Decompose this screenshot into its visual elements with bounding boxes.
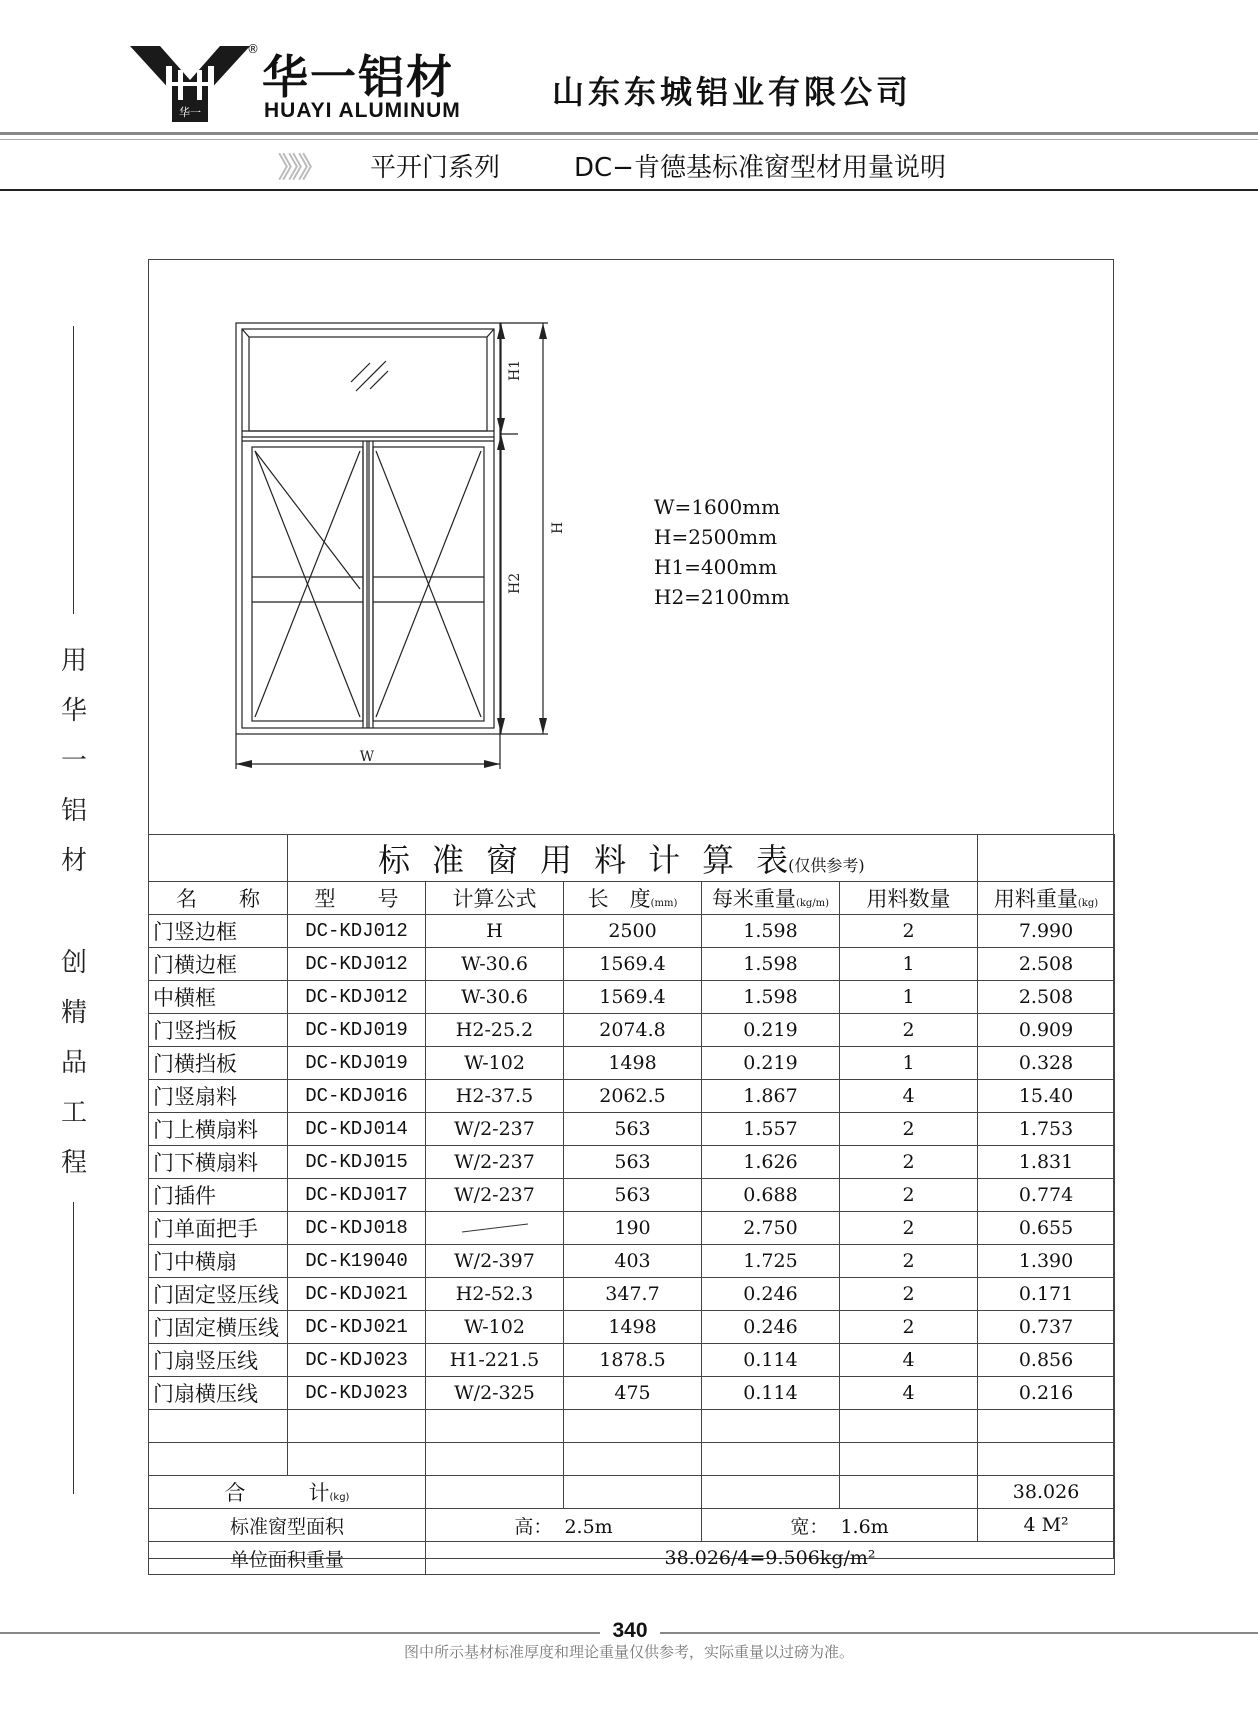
table-title-row (149, 835, 1115, 882)
cell-weight-per-m: 0.219 (702, 1047, 840, 1080)
brand-name-cn: 华一铝材 (262, 50, 454, 104)
cell-formula: W-30.6 (426, 948, 564, 981)
dim-width: W=1600mm (654, 495, 781, 519)
area-width: 宽： 1.6m (702, 1509, 978, 1542)
cell-length: 347.7 (564, 1278, 702, 1311)
cell-name: 门插件 (149, 1179, 288, 1212)
transom-panel (249, 337, 487, 431)
logo-text: 华一 (179, 106, 201, 119)
cell-name: 门下横扇料 (149, 1146, 288, 1179)
area-height: 高： 2.5m (426, 1509, 702, 1542)
huayi-logo-icon (130, 44, 250, 124)
cell-model: DC-KDJ012 (288, 981, 426, 1014)
cell-name: 门横挡板 (149, 1047, 288, 1080)
cell-name: 门竖边框 (149, 915, 288, 948)
unit-weight-value: 38.026/4=9.506kg/m² (426, 1542, 1115, 1575)
cell-weight-per-m: 1.598 (702, 948, 840, 981)
cell-model: DC-KDJ016 (288, 1080, 426, 1113)
cell-length: 1498 (564, 1311, 702, 1344)
cell-name: 中横框 (149, 981, 288, 1014)
header-length: 长 度(mm) (564, 882, 702, 915)
cell-length: 403 (564, 1245, 702, 1278)
cell-model: DC-KDJ023 (288, 1344, 426, 1377)
cell-weight-per-m: 0.114 (702, 1377, 840, 1410)
cell-name: 门竖扇料 (149, 1080, 288, 1113)
cell-weight: 2.508 (978, 948, 1115, 981)
document-title: DC−肯德基标准窗型材用量说明 (574, 153, 946, 183)
side-line (73, 326, 74, 614)
table-row (149, 948, 1115, 981)
cell-formula: H2-52.3 (426, 1278, 564, 1311)
area-label: 标准窗型面积 (149, 1509, 426, 1542)
cell-name: 门扇横压线 (149, 1377, 288, 1410)
header-name: 名 称 (149, 882, 288, 915)
cell-weight: 0.737 (978, 1311, 1115, 1344)
table-row (149, 1047, 1115, 1080)
footer-divider (0, 1632, 600, 1634)
header-divider-thin (0, 139, 1258, 140)
cell-quantity: 4 (840, 1377, 978, 1410)
cell-formula: H2-37.5 (426, 1080, 564, 1113)
cell-weight-per-m: 1.598 (702, 915, 840, 948)
cell-length: 475 (564, 1377, 702, 1410)
slogan-char: 用 (60, 646, 87, 676)
cell-quantity: 1 (840, 1047, 978, 1080)
cell-formula: W-30.6 (426, 981, 564, 1014)
side-line (73, 1202, 74, 1494)
label-h2: H2 (507, 572, 523, 594)
header-total-weight: 用料重量(kg) (978, 882, 1115, 915)
cell-weight-per-m: 0.246 (702, 1311, 840, 1344)
cell-name: 门固定横压线 (149, 1311, 288, 1344)
series-title: 平开门系列 (370, 153, 501, 183)
cell-name: 门中横扇 (149, 1245, 288, 1278)
cell-formula (426, 1212, 564, 1245)
cell-weight: 0.856 (978, 1344, 1115, 1377)
cell-weight: 15.40 (978, 1080, 1115, 1113)
cell-model: DC-KDJ015 (288, 1146, 426, 1179)
cell-length: 563 (564, 1113, 702, 1146)
cell-length: 1498 (564, 1047, 702, 1080)
cell-weight: 1.831 (978, 1146, 1115, 1179)
cell-weight: 2.508 (978, 981, 1115, 1014)
cell-model: DC-KDJ014 (288, 1113, 426, 1146)
brand-name-en: HUAYI ALUMINUM (264, 99, 461, 122)
page-number: 340 (612, 1619, 648, 1642)
table-row (149, 1278, 1115, 1311)
cell-length: 563 (564, 1146, 702, 1179)
formula-dash-line (460, 1222, 530, 1234)
dimension-list (654, 492, 790, 612)
area-row (149, 1509, 1115, 1542)
door-elevation-drawing (148, 259, 1114, 834)
cell-model: DC-KDJ012 (288, 915, 426, 948)
cell-weight-per-m: 0.688 (702, 1179, 840, 1212)
header-quantity: 用料数量 (840, 882, 978, 915)
cell-name: 门单面把手 (149, 1212, 288, 1245)
label-w: W (359, 749, 375, 765)
table-row-empty (149, 1443, 1115, 1476)
footer-divider (660, 1632, 1258, 1634)
slogan-char: 品 (60, 1048, 87, 1078)
cell-length: 563 (564, 1179, 702, 1212)
cell-formula: W-102 (426, 1311, 564, 1344)
cell-model: DC-KDJ012 (288, 948, 426, 981)
dim-h2: H2=2100mm (654, 585, 790, 609)
cell-length: 2500 (564, 915, 702, 948)
header-formula: 计算公式 (426, 882, 564, 915)
cell-formula: H (426, 915, 564, 948)
dim-height: H=2500mm (654, 525, 778, 549)
cell-length: 2062.5 (564, 1080, 702, 1113)
slogan-char: 工 (60, 1098, 87, 1128)
footnote: 图中所示基材标准厚度和理论重量仅供参考，实际重量以过磅为准。 (403, 1643, 854, 1661)
cell-formula: W/2-397 (426, 1245, 564, 1278)
company-name: 山东东城铝业有限公司 (552, 73, 913, 111)
table-header-row (149, 882, 1115, 915)
cell-formula: W/2-237 (426, 1179, 564, 1212)
table-row-empty (149, 1410, 1115, 1443)
cell-weight-per-m: 2.750 (702, 1212, 840, 1245)
table-row (149, 1311, 1115, 1344)
cell-weight-per-m: 1.626 (702, 1146, 840, 1179)
slogan-char: 程 (60, 1148, 87, 1178)
slogan-char: 铝 (60, 796, 87, 826)
title-divider (0, 189, 1258, 191)
cell-weight-per-m: 1.725 (702, 1245, 840, 1278)
cell-name: 门横边框 (149, 948, 288, 981)
cell-weight-per-m: 0.246 (702, 1278, 840, 1311)
table-row (149, 1146, 1115, 1179)
cell-weight-per-m: 1.598 (702, 981, 840, 1014)
cell-quantity: 2 (840, 1113, 978, 1146)
table-title: 标准窗用料计算表(仅供参考) (288, 835, 978, 882)
cell-length: 1569.4 (564, 948, 702, 981)
cell-length: 2074.8 (564, 1014, 702, 1047)
table-row (149, 1245, 1115, 1278)
slogan-char: 精 (60, 998, 87, 1028)
cell-name: 门扇竖压线 (149, 1344, 288, 1377)
cell-quantity: 2 (840, 1146, 978, 1179)
cell-quantity: 2 (840, 915, 978, 948)
material-calc-table (148, 834, 1115, 1575)
cell-model: DC-KDJ018 (288, 1212, 426, 1245)
slogan-char: 创 (60, 948, 87, 978)
table-row (149, 1014, 1115, 1047)
cell-quantity: 4 (840, 1080, 978, 1113)
cell-formula: W/2-237 (426, 1113, 564, 1146)
total-label: 合 计(kg) (149, 1476, 426, 1509)
table-row (149, 915, 1115, 948)
cell-model: DC-K19040 (288, 1245, 426, 1278)
cell-weight: 0.909 (978, 1014, 1115, 1047)
cell-weight: 0.171 (978, 1278, 1115, 1311)
cell-quantity: 2 (840, 1014, 978, 1047)
cell-formula: H1-221.5 (426, 1344, 564, 1377)
cell-length: 190 (564, 1212, 702, 1245)
cell-quantity: 2 (840, 1245, 978, 1278)
header-weight-per-m: 每米重量(kg/m) (702, 882, 840, 915)
label-h: H (550, 521, 566, 534)
cell-weight-per-m: 0.219 (702, 1014, 840, 1047)
cell-model: DC-KDJ023 (288, 1377, 426, 1410)
cell-weight: 0.655 (978, 1212, 1115, 1245)
side-slogan (55, 636, 93, 1188)
header-divider (0, 132, 1258, 135)
cell-weight: 1.390 (978, 1245, 1115, 1278)
cell-model: DC-KDJ019 (288, 1014, 426, 1047)
cell-quantity: 2 (840, 1179, 978, 1212)
cell-quantity: 1 (840, 948, 978, 981)
cell-model: DC-KDJ021 (288, 1311, 426, 1344)
cell-formula: H2-25.2 (426, 1014, 564, 1047)
cell-model: DC-KDJ021 (288, 1278, 426, 1311)
cell-quantity: 2 (840, 1311, 978, 1344)
cell-quantity: 1 (840, 981, 978, 1014)
total-row (149, 1476, 1115, 1509)
cell-quantity: 2 (840, 1212, 978, 1245)
table-row (149, 1080, 1115, 1113)
cell-weight: 0.328 (978, 1047, 1115, 1080)
cell-weight: 0.216 (978, 1377, 1115, 1410)
cell-weight-per-m: 0.114 (702, 1344, 840, 1377)
cell-formula: W-102 (426, 1047, 564, 1080)
table-row (149, 1113, 1115, 1146)
header-model: 型 号 (288, 882, 426, 915)
cell-quantity: 2 (840, 1278, 978, 1311)
cell-weight-per-m: 1.867 (702, 1080, 840, 1113)
cell-name: 门竖挡板 (149, 1014, 288, 1047)
area-value: 4 M² (978, 1509, 1115, 1542)
table-row (149, 981, 1115, 1014)
table-row (149, 1212, 1115, 1245)
unit-weight-row (149, 1542, 1115, 1575)
table-row (149, 1179, 1115, 1212)
outer-frame (236, 323, 500, 734)
registered-mark: ® (247, 42, 259, 56)
unit-weight-label: 单位面积重量 (149, 1542, 426, 1575)
cell-model: DC-KDJ019 (288, 1047, 426, 1080)
slogan-char: 材 (60, 846, 87, 876)
cell-length: 1878.5 (564, 1344, 702, 1377)
cell-length: 1569.4 (564, 981, 702, 1014)
total-value: 38.026 (978, 1476, 1115, 1509)
cell-name: 门固定竖压线 (149, 1278, 288, 1311)
cell-quantity: 4 (840, 1344, 978, 1377)
slogan-char: 华 (60, 696, 87, 726)
cell-formula: W/2-325 (426, 1377, 564, 1410)
cell-weight: 7.990 (978, 915, 1115, 948)
cell-name: 门上横扇料 (149, 1113, 288, 1146)
slogan-char: 一 (60, 746, 87, 776)
cell-model: DC-KDJ017 (288, 1179, 426, 1212)
cell-weight: 1.753 (978, 1113, 1115, 1146)
label-h1: H1 (507, 359, 523, 381)
table-row (149, 1344, 1115, 1377)
dim-h1: H1=400mm (654, 555, 778, 579)
cell-weight: 0.774 (978, 1179, 1115, 1212)
chevron-right-icon: 》》》 (278, 151, 323, 184)
table-row (149, 1377, 1115, 1410)
title-note: (仅供参考) (788, 856, 865, 875)
cell-weight-per-m: 1.557 (702, 1113, 840, 1146)
cell-formula: W/2-237 (426, 1146, 564, 1179)
